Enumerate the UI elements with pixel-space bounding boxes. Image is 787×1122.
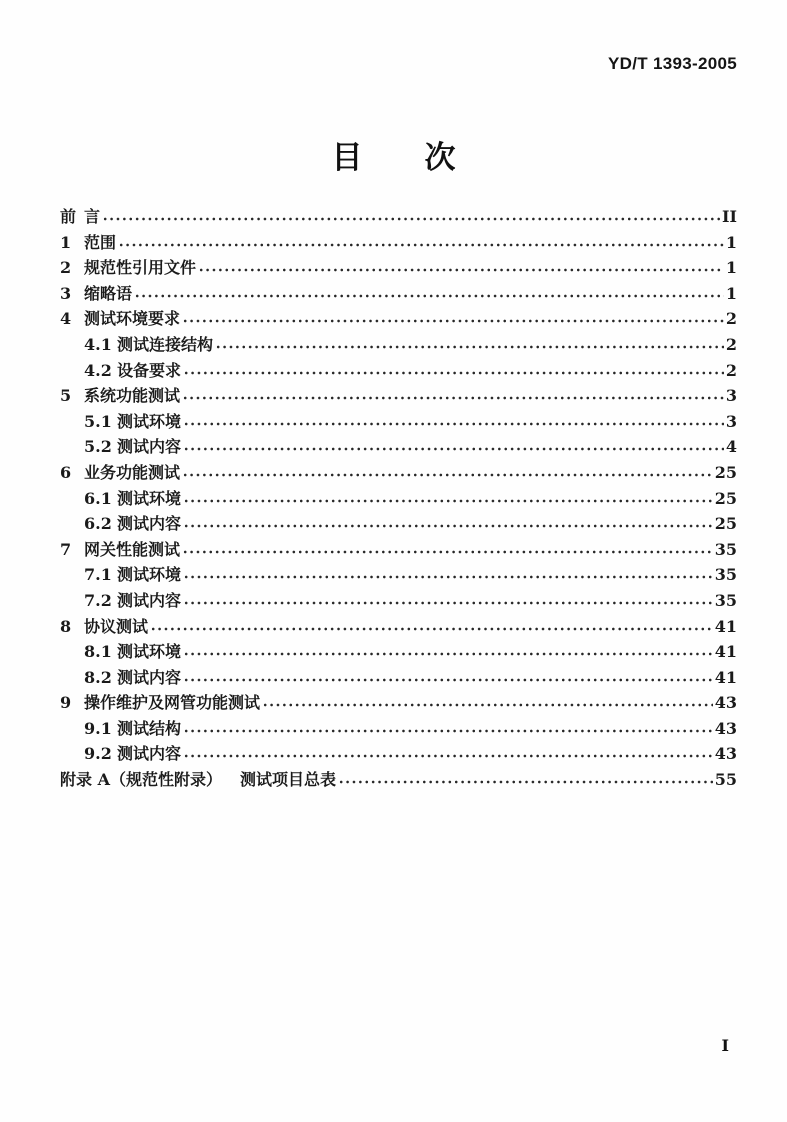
toc-entry-number: 附录 A（规范性附录） — [60, 770, 222, 790]
dot-leader — [183, 365, 724, 376]
toc-entry-number: 6.1 — [84, 488, 112, 508]
toc-entry-page: 1 — [725, 232, 737, 252]
toc-entry-number: 4.2 — [84, 360, 112, 380]
toc-entry-page: 2 — [725, 360, 737, 380]
toc-entry-label: 规范性引用文件 — [84, 258, 197, 278]
dot-leader — [215, 339, 724, 350]
toc-entry — [60, 767, 737, 793]
toc-entry — [60, 741, 737, 767]
toc-entry-number: 9 — [60, 693, 72, 713]
toc-entry-label: 设备要求 — [117, 360, 182, 380]
toc-entry — [60, 486, 737, 512]
dot-leader — [134, 288, 724, 299]
toc-entry-number: 7.2 — [84, 590, 112, 610]
toc-entry-number: 1 — [60, 232, 72, 252]
toc-entry-number: 4.1 — [84, 334, 112, 354]
dot-leader — [102, 211, 720, 222]
toc-entry-label: 测试环境 — [117, 411, 182, 431]
toc-entry-number: 5.1 — [84, 411, 112, 431]
toc-entry-page: 25 — [714, 462, 737, 482]
toc-entry — [60, 665, 737, 691]
toc-entry-page: 35 — [714, 539, 737, 559]
toc-entry — [60, 716, 737, 742]
toc-entry — [60, 281, 737, 307]
toc-entry — [60, 537, 737, 563]
toc-entry — [60, 614, 737, 640]
page-number-footer: I — [721, 1036, 729, 1055]
toc-entry-page: 25 — [714, 514, 737, 534]
dot-leader — [118, 237, 724, 248]
toc-entry-label: 测试环境 — [117, 642, 182, 662]
dot-leader — [183, 672, 713, 683]
toc-entry — [60, 434, 737, 460]
toc-entry-label: 测试内容 — [117, 437, 182, 457]
toc-entry-label: 测试结构 — [117, 718, 182, 738]
toc-entry-label: 系统功能测试 — [84, 386, 181, 406]
toc-entry-number: 8 — [60, 616, 72, 636]
toc-entry-label: 协议测试 — [84, 616, 149, 636]
toc-entry — [60, 230, 737, 256]
toc-entry — [60, 255, 737, 281]
toc-entry — [60, 332, 737, 358]
page-title: 目 次 — [331, 140, 456, 176]
dot-leader — [182, 467, 713, 478]
toc-entry-label: 网关性能测试 — [84, 539, 181, 559]
toc-entry-page: 1 — [725, 258, 737, 278]
toc-entry-number: 5 — [60, 386, 72, 406]
toc-entry-page: 43 — [714, 693, 737, 713]
toc-entry-label: 操作维护及网管功能测试 — [84, 693, 261, 713]
dot-leader — [182, 544, 713, 555]
dot-leader — [262, 697, 713, 708]
toc-entry — [60, 639, 737, 665]
toc-entry-label: 测试内容 — [117, 667, 182, 687]
dot-leader — [198, 262, 724, 273]
toc-entry-number: 6 — [60, 462, 72, 482]
toc-entry-number: 3 — [60, 283, 72, 303]
toc-entry-number: 9.1 — [84, 718, 112, 738]
toc-entry-label: 测试内容 — [117, 514, 182, 534]
toc-entry — [60, 409, 737, 435]
toc-entry-label: 测试环境 — [117, 488, 182, 508]
dot-leader — [183, 441, 724, 452]
toc-entry-number: 8.2 — [84, 667, 112, 687]
toc-entry-label: 测试项目总表 — [240, 770, 337, 790]
dot-leader — [183, 493, 713, 504]
toc-entry — [60, 358, 737, 384]
toc-entry-page: 35 — [714, 565, 737, 585]
toc-entry-page: 43 — [714, 744, 737, 764]
toc-entry-page: 2 — [725, 334, 737, 354]
toc-entry-page: 2 — [725, 309, 737, 329]
dot-leader — [183, 748, 713, 759]
toc-entry-label: 测试内容 — [117, 590, 182, 610]
dot-leader — [183, 569, 713, 580]
toc-entry-number: 7.1 — [84, 565, 112, 585]
toc-entry-page: 25 — [714, 488, 737, 508]
dot-leader — [182, 390, 724, 401]
dot-leader — [338, 774, 713, 785]
toc-entry-number: 9.2 — [84, 744, 112, 764]
dot-leader — [183, 646, 713, 657]
toc-entry-number: 2 — [60, 258, 72, 278]
dot-leader — [182, 313, 724, 324]
toc-entry-label: 范围 — [84, 232, 117, 252]
toc-entry-number: 5.2 — [84, 437, 112, 457]
toc-entry-label: 测试环境 — [117, 565, 182, 585]
toc-entry-page: 41 — [714, 667, 737, 687]
toc-entry-number: 4 — [60, 309, 72, 329]
toc-entry — [60, 306, 737, 332]
toc-entry-number: 7 — [60, 539, 72, 559]
toc-entry-page: II — [722, 207, 737, 226]
toc-entry-number: 前 — [60, 207, 77, 226]
toc-entry — [60, 690, 737, 716]
toc-entry-label: 言 — [84, 207, 101, 226]
toc-entry-page: 4 — [725, 437, 737, 457]
toc-entry — [60, 204, 737, 230]
toc-entry-label: 测试连接结构 — [117, 334, 214, 354]
toc-entry — [60, 511, 737, 537]
toc-entry-page: 41 — [714, 642, 737, 662]
standard-number-header: YD/T 1393-2005 — [608, 54, 737, 73]
toc-entry-page: 1 — [725, 283, 737, 303]
toc-entry-label: 缩略语 — [84, 283, 133, 303]
dot-leader — [183, 518, 713, 529]
toc-entry-page: 43 — [714, 718, 737, 738]
toc-entry — [60, 562, 737, 588]
toc-entry-page: 41 — [714, 616, 737, 636]
toc-entry-number: 6.2 — [84, 514, 112, 534]
dot-leader — [150, 621, 713, 632]
toc-entry-label: 测试内容 — [117, 744, 182, 764]
dot-leader — [183, 595, 713, 606]
dot-leader — [183, 723, 713, 734]
toc-entry — [60, 383, 737, 409]
toc-entry-label: 测试环境要求 — [84, 309, 181, 329]
toc-entry-page: 3 — [725, 411, 737, 431]
toc-entry-page: 3 — [725, 386, 737, 406]
table-of-contents — [60, 204, 737, 793]
dot-leader — [183, 416, 724, 427]
toc-entry-label: 业务功能测试 — [84, 462, 181, 482]
toc-entry-page: 55 — [714, 770, 737, 790]
toc-entry — [60, 588, 737, 614]
toc-entry-page: 35 — [714, 590, 737, 610]
toc-entry-number: 8.1 — [84, 642, 112, 662]
toc-entry — [60, 460, 737, 486]
